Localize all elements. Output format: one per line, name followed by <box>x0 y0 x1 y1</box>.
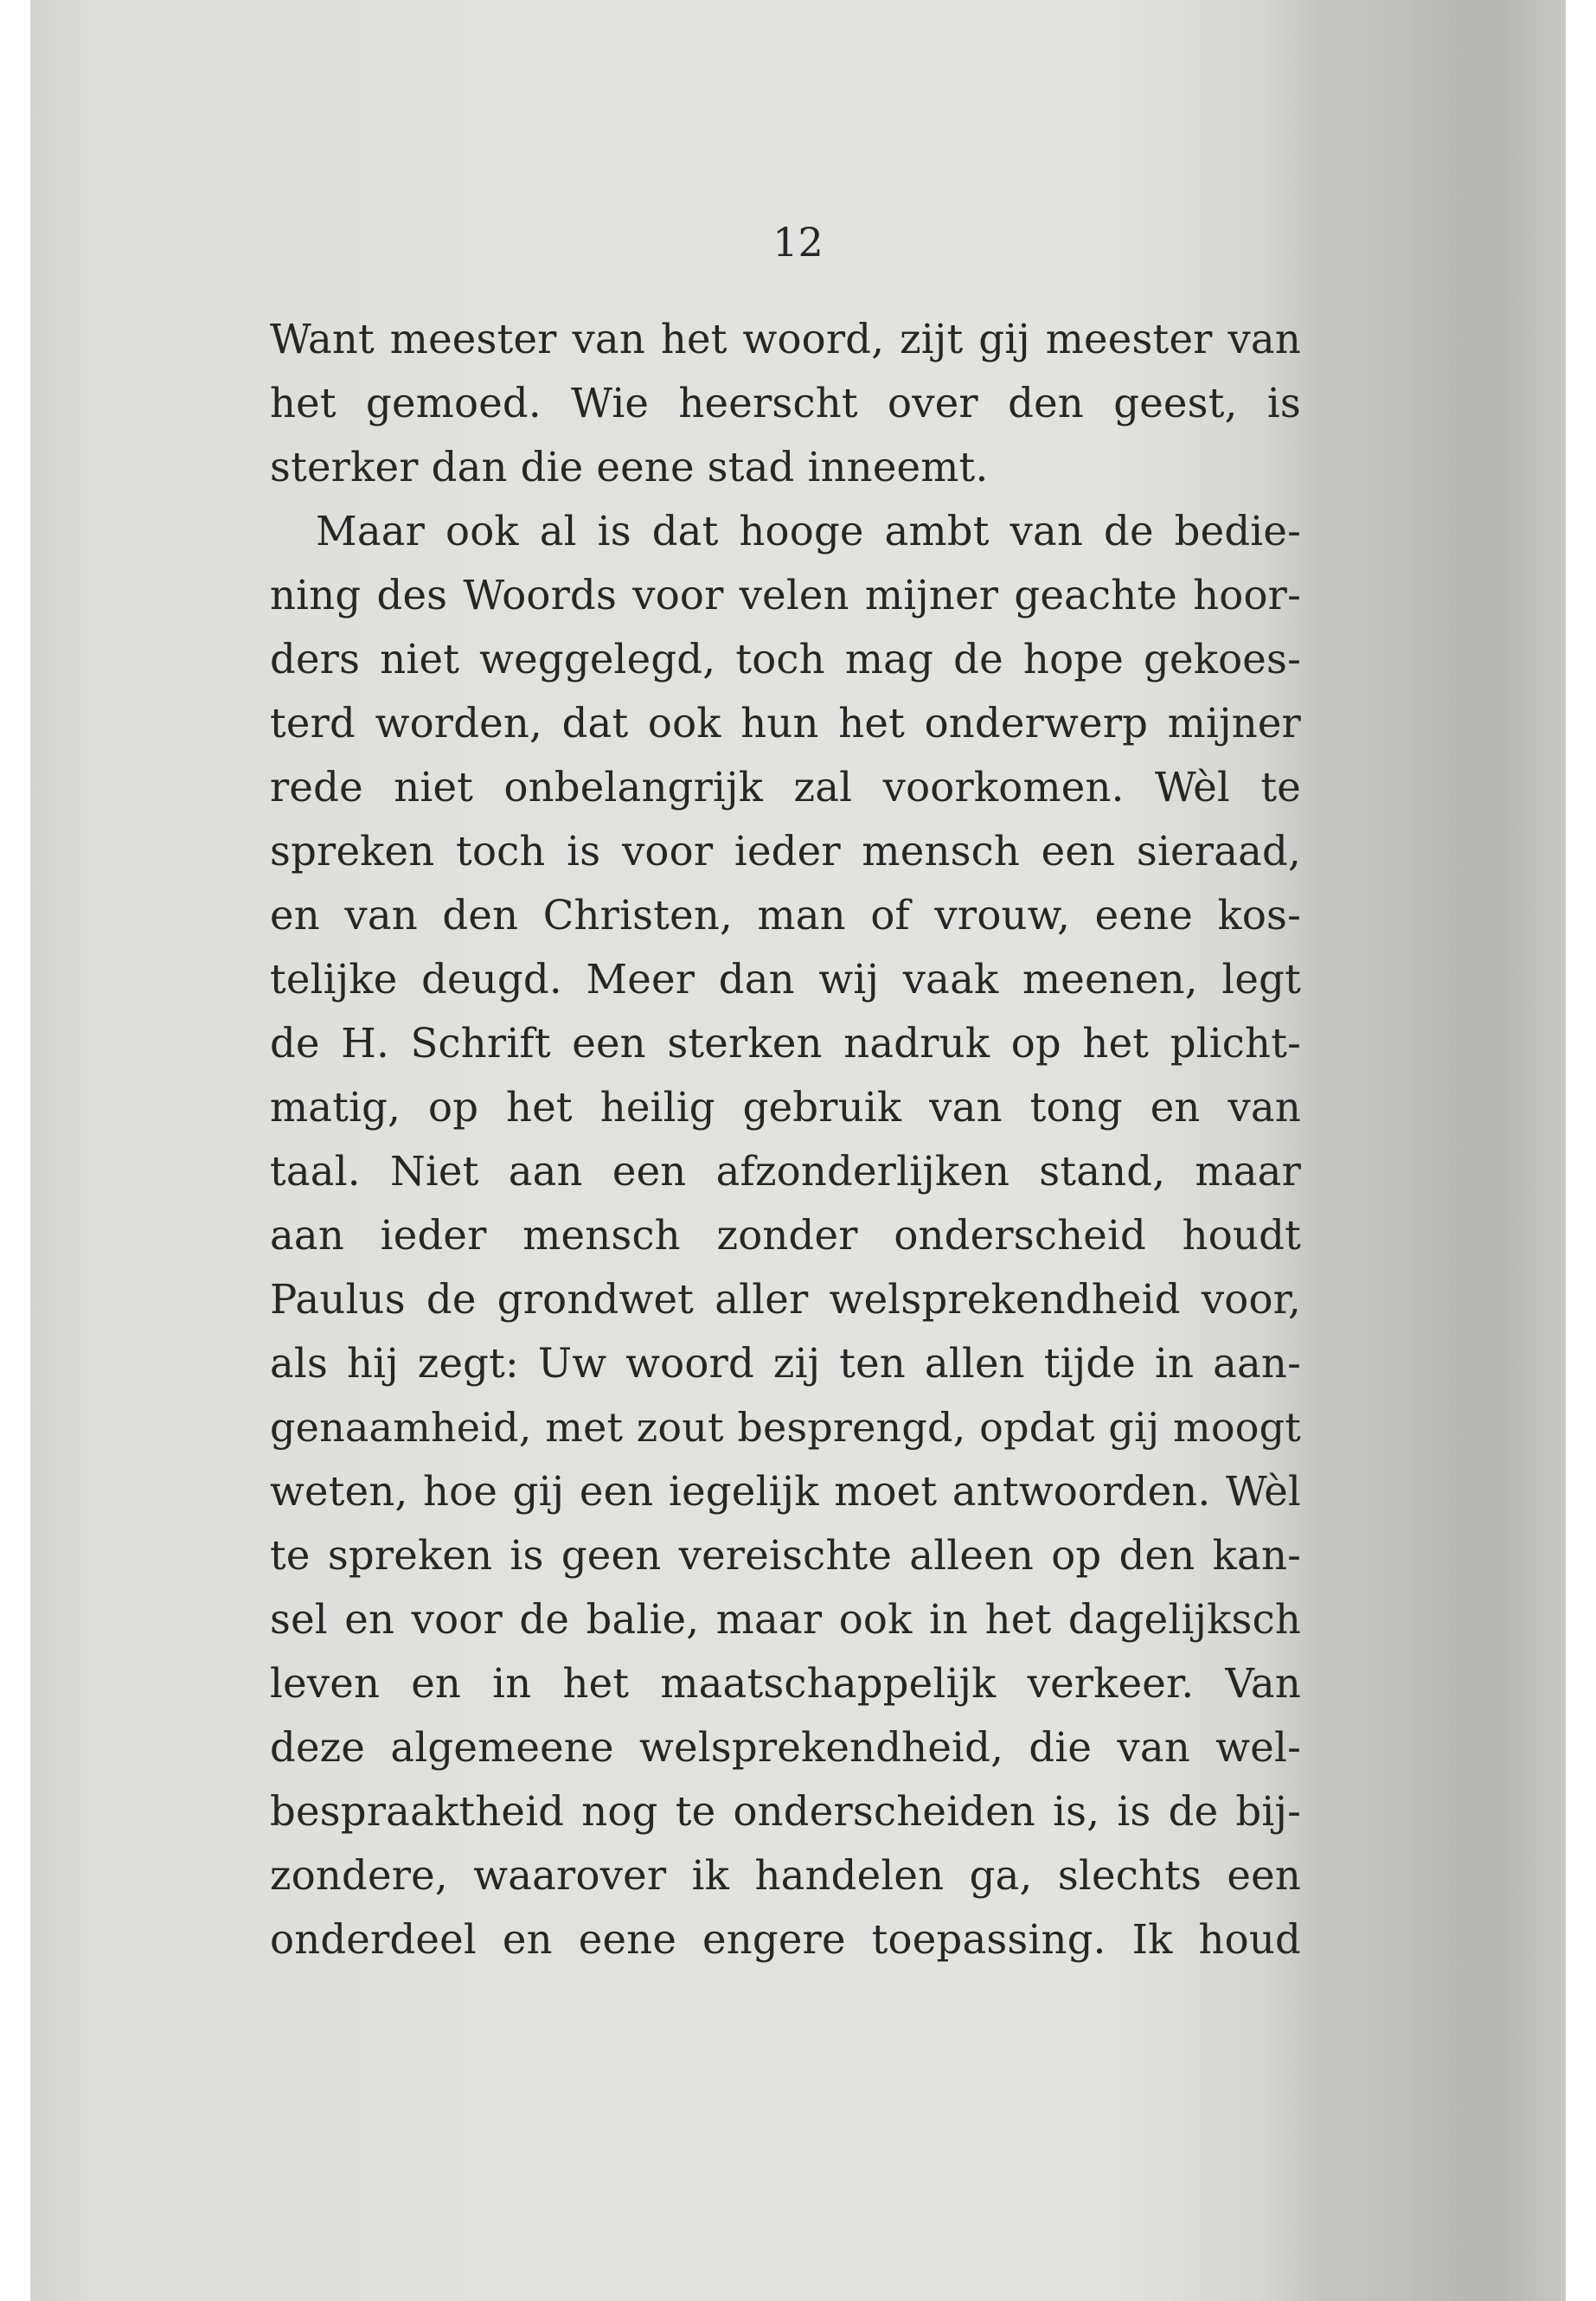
text-line: sterker dan die eene stad inneemt. <box>270 444 989 490</box>
text-line: de H. Schrift een sterken nadruk op het plicht- <box>270 1020 1301 1067</box>
text-line: Want meester van het woord, zijt gij meester van <box>270 316 1301 362</box>
body-text <box>270 307 1301 1971</box>
text-line: bespraaktheid nog te onderscheiden is, is de bij- <box>270 1788 1301 1835</box>
text-line: weten, hoe gij een iegelijk moet antwoorden. Wèl <box>270 1468 1301 1515</box>
text-line: Maar ook al is dat hooge ambt van de bedie- <box>316 508 1301 554</box>
text-line: te spreken is geen vereischte alleen op den kan- <box>270 1532 1301 1579</box>
text-line: taal. Niet aan een afzonderlijken stand, maar <box>270 1148 1301 1195</box>
text-line: rede niet onbelangrijk zal voorkomen. Wèl te <box>270 764 1301 811</box>
text-line: als hij zegt: Uw woord zij ten allen tijde in aan- <box>270 1340 1301 1387</box>
text-line: ders niet weggelegd, toch mag de hope gekoes- <box>270 636 1301 683</box>
text-line: terd worden, dat ook hun het onderwerp mijner <box>270 700 1301 747</box>
text-line: het gemoed. Wie heerscht over den geest, is <box>270 380 1301 426</box>
page-gutter-shadow <box>1410 0 1566 2301</box>
text-line: en van den Christen, man of vrouw, eene kos- <box>270 892 1301 939</box>
text-line: spreken toch is voor ieder mensch een sieraad, <box>270 828 1301 875</box>
text-line: genaamheid, met zout besprengd, opdat gij moogt <box>270 1404 1301 1451</box>
text-line: matig, op het heilig gebruik van tong en van <box>270 1084 1301 1131</box>
text-line: telijke deugd. Meer dan wij vaak meenen, legt <box>270 956 1301 1003</box>
text-line: sel en voor de balie, maar ook in het dagelijksch <box>270 1596 1301 1643</box>
text-line: leven en in het maatschappelijk verkeer. Van <box>270 1660 1301 1707</box>
text-line: Paulus de grondwet aller welsprekendheid voor, <box>270 1276 1301 1323</box>
text-line: ning des Woords voor velen mijner geachte hoor- <box>270 572 1301 619</box>
page-number: 12 <box>772 219 824 266</box>
text-line: zondere, waarover ik handelen ga, slechts een <box>270 1852 1301 1899</box>
text-line: aan ieder mensch zonder onderscheid houdt <box>270 1212 1301 1259</box>
text-line: deze algemeene welsprekendheid, die van wel- <box>270 1724 1301 1771</box>
text-line: onderdeel en eene engere toepassing. Ik houd <box>270 1916 1301 1963</box>
